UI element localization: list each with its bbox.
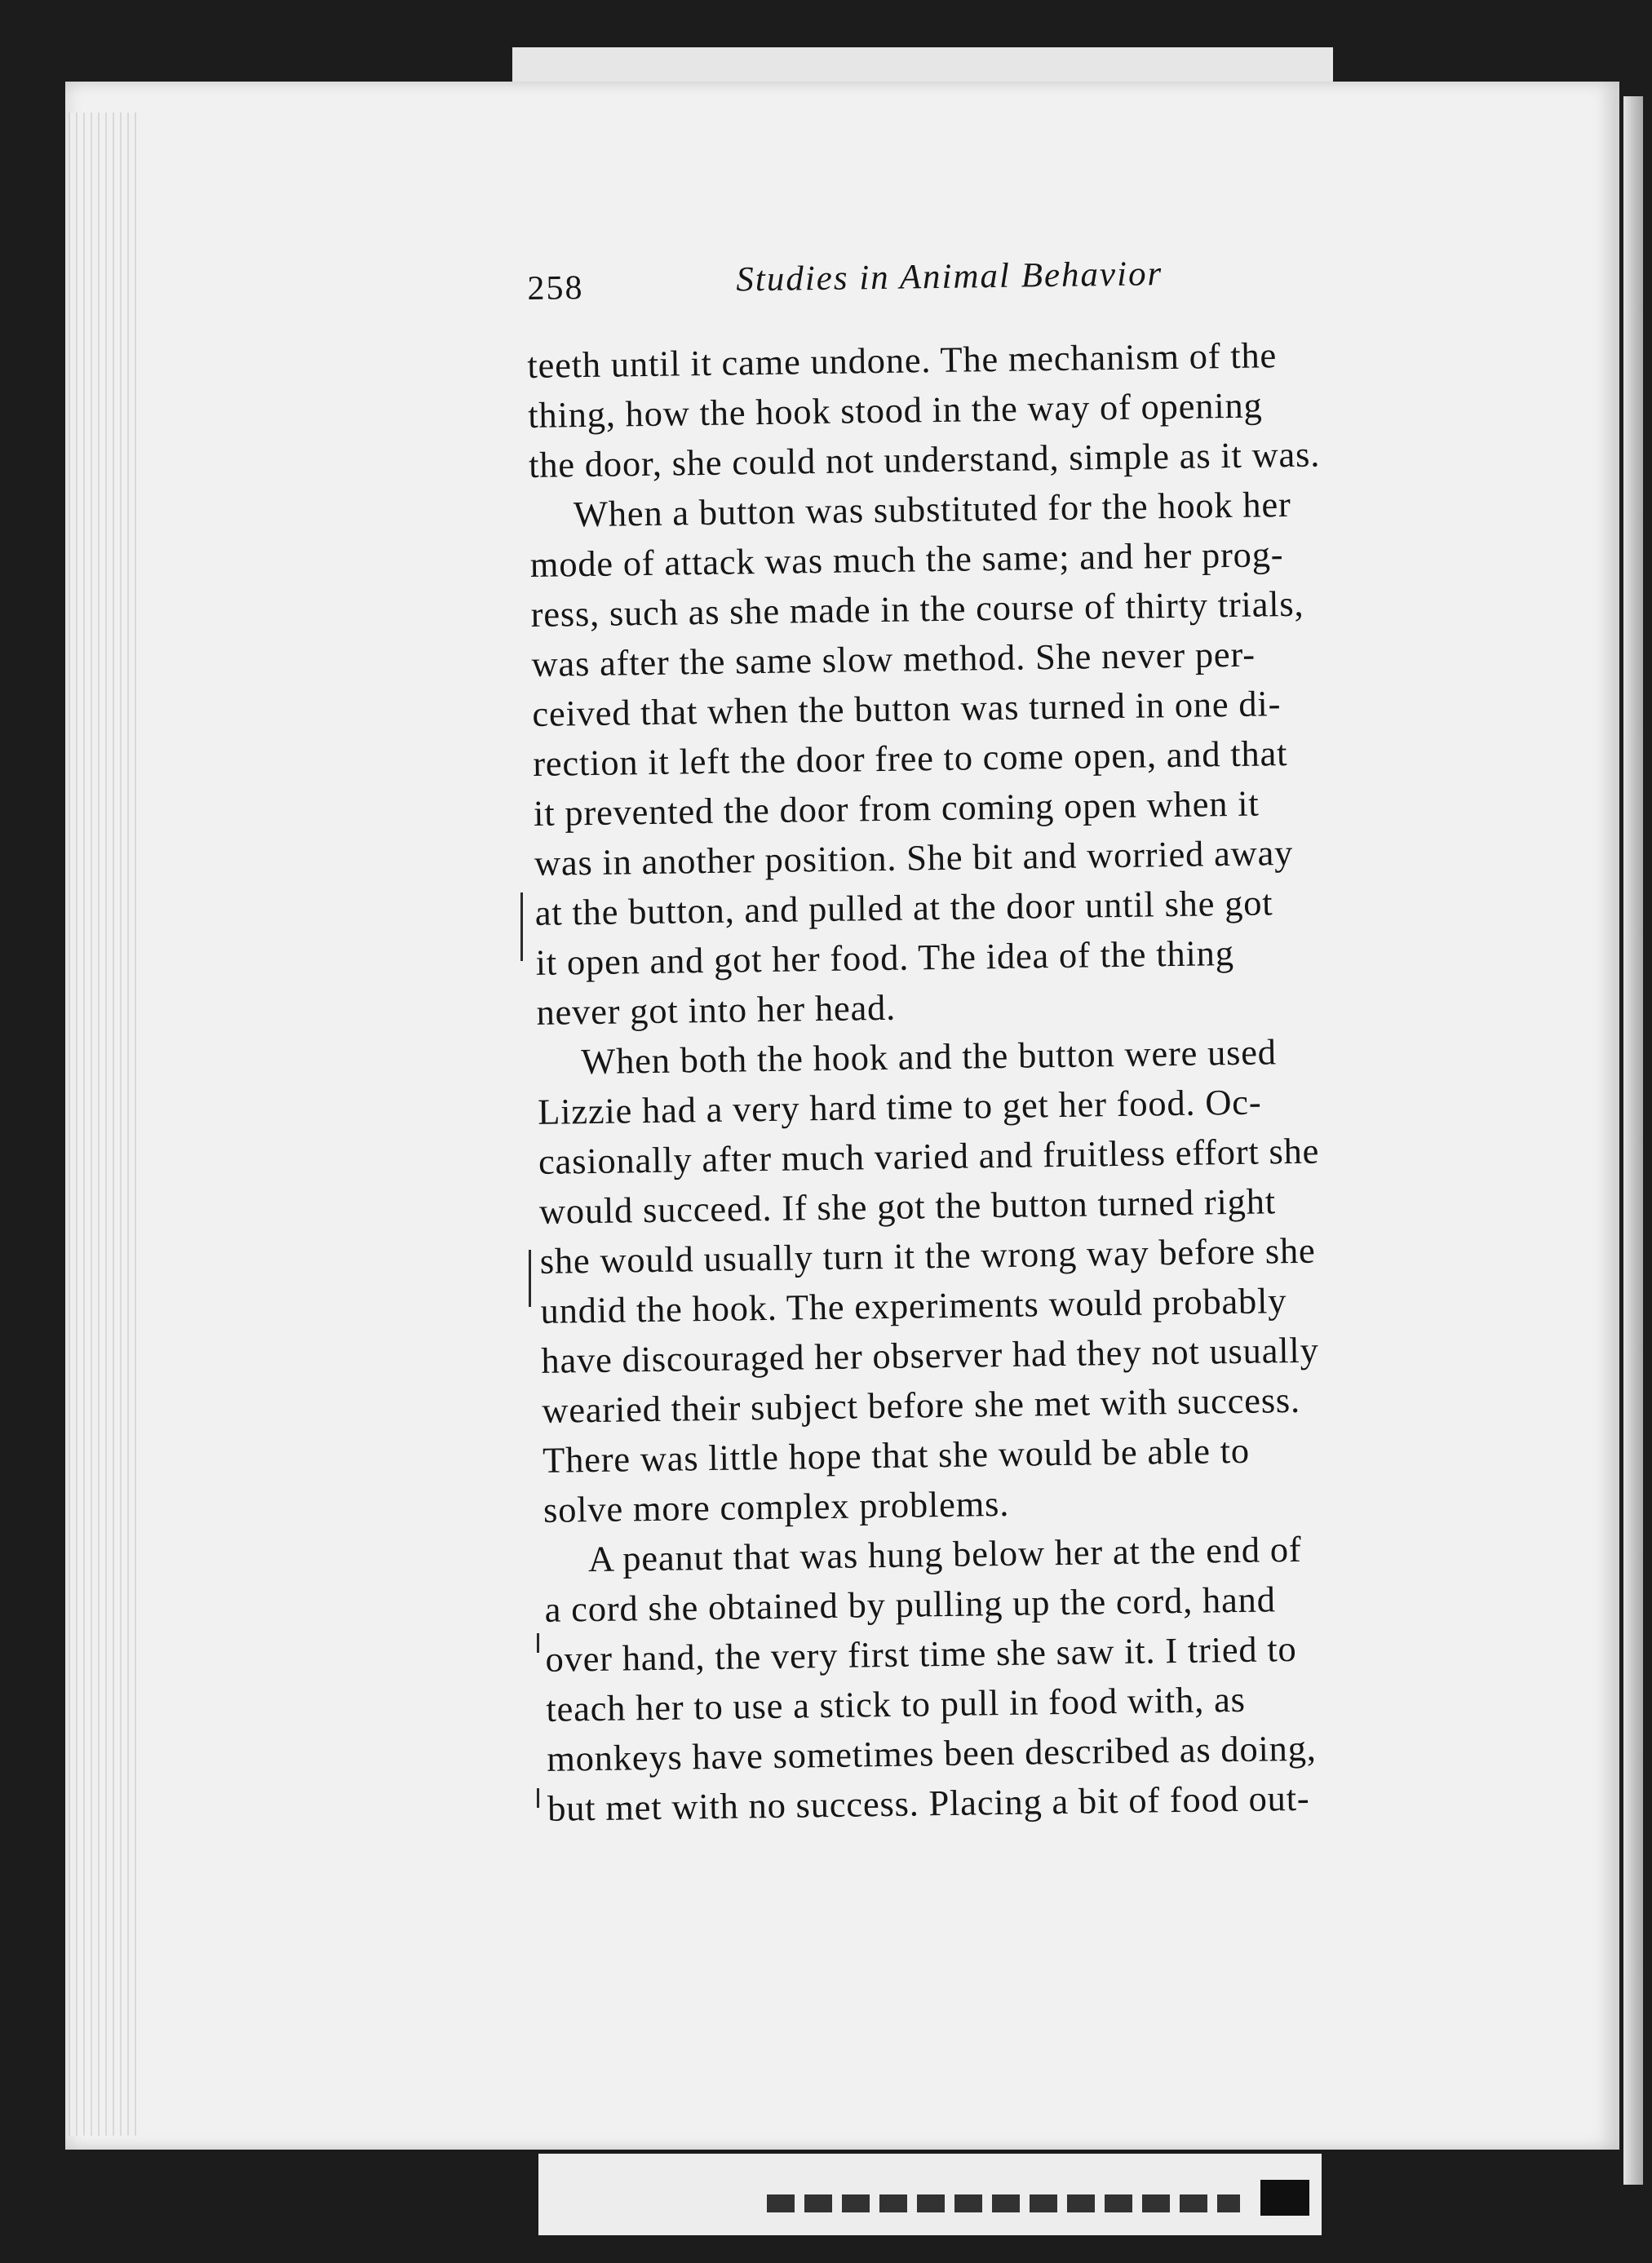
text-line: a cord she obtained by pulling up the cord, hand	[544, 1579, 1277, 1630]
text-line: was in another position. She bit and worried away	[534, 831, 1294, 884]
text-line: When a button was substituted for the hook her	[573, 483, 1291, 535]
text-line: the door, she could not understand, simple as it was.	[528, 433, 1321, 485]
text-line: teeth until it came undone. The mechanism of the	[527, 334, 1278, 386]
text-line: undid the hook. The experiments would probably	[540, 1280, 1287, 1331]
body-text	[527, 328, 1510, 1834]
text-line: solve more complex problems.	[543, 1482, 1010, 1530]
page-number: 258	[527, 269, 584, 308]
text-line: she would usually turn it the wrong way before she	[539, 1229, 1316, 1282]
text-line: casionally after much varied and fruitless effort she	[538, 1130, 1320, 1182]
text-line: would succeed. If she got the button turned right	[538, 1180, 1277, 1232]
page-stack-edges	[69, 113, 140, 2136]
margin-mark	[537, 1788, 539, 1808]
page-right-edge	[1623, 96, 1643, 2185]
margin-mark	[520, 892, 523, 961]
text-line: was after the same slow method. She never per-	[531, 633, 1256, 684]
text-line: over hand, the very first time she saw it. I tried to	[545, 1628, 1297, 1680]
text-line: have discouraged her observer had they not usually	[541, 1329, 1319, 1381]
text-line: rection it left the door free to come open, and that	[532, 733, 1288, 784]
text-line: it open and got her food. The idea of the thing	[535, 932, 1235, 983]
text-line: There was little hope that she would be able to	[542, 1429, 1251, 1481]
text-line: it prevented the door from coming open when it	[533, 782, 1260, 834]
text-line: teach her to use a stick to pull in food with, as	[546, 1678, 1247, 1729]
text-line: but met with no success. Placing a bit of food out-	[547, 1777, 1310, 1829]
text-line: Lizzie had a very hard time to get her food. Oc-	[537, 1081, 1262, 1132]
text-line: wearied their subject before she met with success.	[541, 1379, 1301, 1431]
scanner-strip-block	[1260, 2180, 1309, 2216]
running-head: Studies in Animal Behavior	[735, 255, 1163, 299]
text-line: never got into her head.	[536, 986, 897, 1033]
margin-mark	[529, 1250, 531, 1307]
text-line: ceived that when the button was turned in one di-	[532, 683, 1282, 734]
scanner-strip-marks	[767, 2194, 1240, 2212]
text-line: ress, such as she made in the course of thirty trials,	[530, 582, 1304, 635]
text-line: at the button, and pulled at the door until she got	[534, 882, 1273, 933]
text-line: mode of attack was much the same; and her prog-	[529, 534, 1284, 585]
text-line: When both the hook and the button were used	[580, 1031, 1278, 1083]
text-line: thing, how the hook stood in the way of opening	[527, 384, 1263, 436]
margin-mark	[537, 1633, 539, 1653]
text-line: A peanut that was hung below her at the end of	[587, 1528, 1302, 1580]
text-line: monkeys have sometimes been described as doing,	[546, 1727, 1317, 1779]
